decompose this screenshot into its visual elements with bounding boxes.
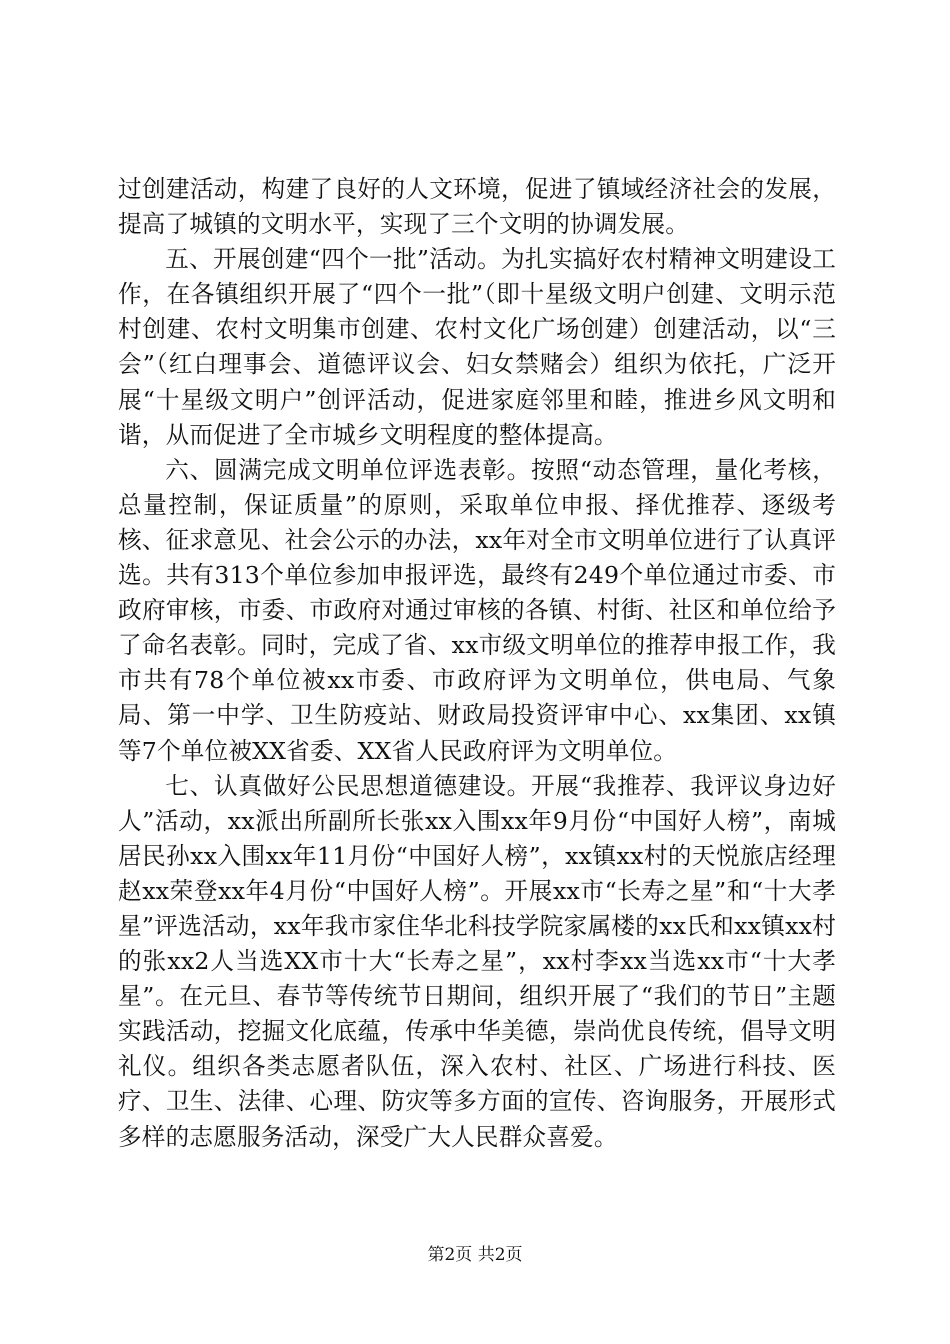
paragraph-4: 七、认真做好公民思想道德建设。开展“我推荐、我评议身边好人”活动，xx派出所副所长张xx入围xx年9月份“中国好人榜”，南城居民孙xx入围xx年11月份“中国好人榜”，xx镇xx村的天悦旅店经理赵xx荣登xx年4月份“中国好人榜”。开展xx市“长寿之星”和“十大孝星”评选活动，xx年我市家住华北科技学院家属楼的xx氏和xx镇xx村的张xx2人当选XX市十大“长寿之星”，xx村李xx当选xx市“十大孝星”。在元旦、春节等传统节日期间，组织开展了“我们的节日”主题实践活动，挖掘文化底蕴，传承中华美德，崇尚优良传统，倡导文明礼仪。组织各类志愿者队伍，深入农村、社区、广场进行科技、医疗、卫生、法律、心理、防灾等多方面的宣传、咨询服务，开展形式多样的志愿服务活动，深受广大人民群众喜爱。 bbox=[118, 771, 836, 1151]
paragraph-2: 五、开展创建“四个一批”活动。为扎实搞好农村精神文明建设工作，在各镇组织开展了“四个一批”（即十星级文明户创建、文明示范村创建、农村文明集市创建、农村文化广场创建）创建活动，以“三会”（红白理事会、道德评议会、妇女禁赌会）组织为依托，广泛开展“十星级文明户”创评活动，促进家庭邻里和睦，推进乡风文明和谐，从而促进了全市城乡文明程度的整体提高。 bbox=[118, 245, 836, 449]
page-number-label: 第2页 共2页 bbox=[427, 1245, 523, 1265]
paragraph-1: 过创建活动，构建了良好的人文环境，促进了镇域经济社会的发展，提高了城镇的文明水平，实现了三个文明的协调发展。 bbox=[118, 175, 836, 239]
paragraph-3: 六、圆满完成文明单位评选表彰。按照“动态管理，量化考核，总量控制，保证质量”的原则，采取单位申报、择优推荐、逐级考核、征求意见、社会公示的办法，xx年对全市文明单位进行了认真评选。共有313个单位参加申报评选，最终有249个单位通过市委、市政府审核，市委、市政府对通过审核的各镇、村街、社区和单位给予了命名表彰。同时，完成了省、xx市级文明单位的推荐申报工作，我市共有78个单位被xx市委、市政府评为文明单位，供电局、气象局、第一中学、卫生防疫站、财政局投资评审中心、xx集团、xx镇等7个单位被XX省委、XX省人民政府评为文明单位。 bbox=[118, 455, 836, 765]
page-footer bbox=[0, 1244, 950, 1266]
document-body bbox=[118, 172, 836, 1155]
